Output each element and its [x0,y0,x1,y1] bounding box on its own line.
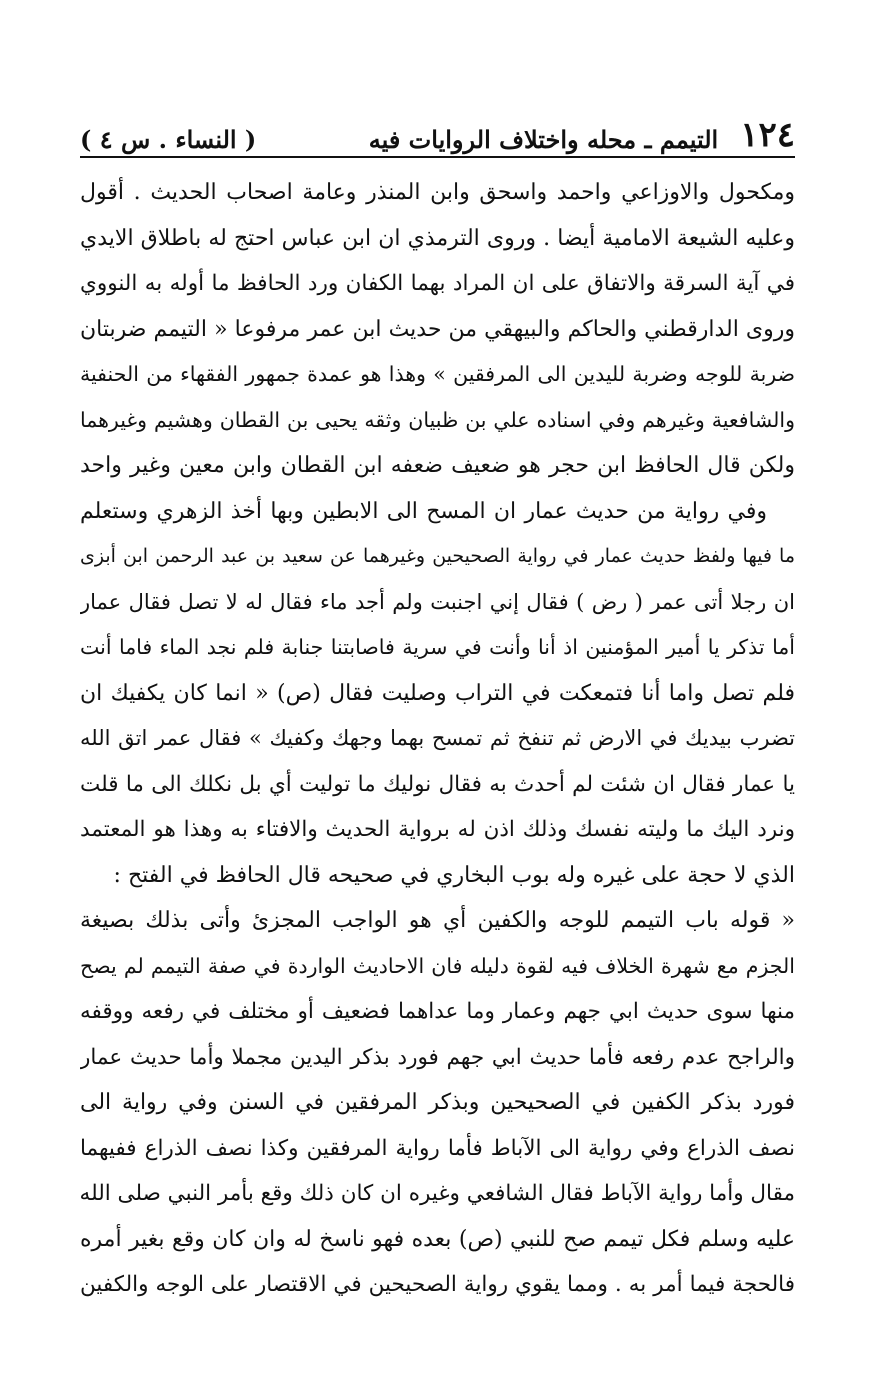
text-line: ما فيها ولفظ حديث عمار في رواية الصحيحين وغيرهما عن سعيد بن عبد الرحمن ابن أبزى [80,545,795,567]
text-line: ان رجلا أتى عمر ( رض ) فقال إني اجنبت ولم أجد ماء فقال له لا تصل فقال عمار [80,589,795,614]
text-line: في آية السرقة والاتفاق على ان المراد بهما الكفان ورد الحافظ ما أوله به النووي [80,271,795,296]
text-line: الذي لا حجة على غيره وله بوب البخاري في صحيحه قال الحافظ في الفتح : [113,862,795,888]
text-line: تضرب بيديك في الارض ثم تنفخ ثم تمسح بهما وجهك وكفيك » فقال عمر اتق الله [80,726,795,750]
text-line: وعليه الشيعة الامامية أيضا . وروى الترمذي ان ابن عباس احتج له باطلاق الايدي [80,225,795,251]
text-line: عليه وسلم فكل تيمم صح للنبي (ص) بعده فهو ناسخ له وان كان وقع بغير أمره [80,1226,795,1252]
text-line: وفي رواية من حديث عمار ان المسح الى الابطين وبها أخذ الزهري وستعلم [80,498,767,524]
text-line: « قوله باب التيمم للوجه والكفين أي هو الواجب المجزئ وأتى بذلك بصيغة [80,908,795,933]
page-number: ١٢٤ [740,115,795,155]
running-title: التيمم ـ محله واختلاف الروايات فيه [368,125,719,154]
header-rule [80,156,795,158]
text-line: وروى الدارقطني والحاكم والبيهقي من حديث ابن عمر مرفوعا « التيمم ضربتان [80,316,795,342]
text-line: الجزم مع شهرة الخلاف فيه لقوة دليله فان الاحاديث الواردة في صفة التيمم لم يصح [80,953,795,978]
text-line: ضربة للوجه وضربة لليدين الى المرفقين » وهذا هو عمدة جمهور الفقهاء من الحنفية [80,362,795,386]
text-line: والراجح عدم رفعه فأما حديث ابي جهم فورد بذكر اليدين مجملا وأما حديث عمار [80,1044,795,1070]
page-header [80,108,795,155]
text-line: أما تذكر يا أمير المؤمنين اذ أنا وأنت في سرية فاصابتنا جنابة فلم نجد الماء فاما أنت [80,635,795,659]
text-line: فلم تصل واما أنا فتمعكت في التراب وصليت فقال (ص) « انما كان يكفيك ان [80,680,795,706]
text-line: فالحجة فيما أمر به . ومما يقوي رواية الصحيحين في الاقتصار على الوجه والكفين [80,1272,795,1297]
text-line: مقال وأما رواية الآباط فقال الشافعي وغيره ان كان ذلك وقع بأمر النبي صلى الله [80,1181,795,1206]
text-line: فورد بذكر الكفين في الصحيحين وبذكر المرفقين في السنن وفي رواية الى [80,1090,795,1115]
text-line: نصف الذراع وفي رواية الى الآباط فأما رواية المرفقين وكذا نصف الذراع ففيهما [80,1135,795,1161]
text-line: منها سوى حديث ابي جهم وعمار وما عداهما فضعيف أو مختلف في رفعه ووقفه [80,999,795,1024]
text-line: ونرد اليك ما وليته نفسك وذلك اذن له برواية الحديث والافتاء به وهذا هو المعتمد [80,817,795,842]
text-line: يا عمار فقال ان شئت لم أحدث به فقال نوليك ما توليت أي بل نكلك الى ما قلت [80,771,795,797]
body-text [80,170,795,1308]
text-line: ولكن قال الحافظ ابن حجر هو ضعيف ضعفه ابن القطان وابن معين وغير واحد [80,453,795,478]
text-line: والشافعية وغيرهم وفي اسناده علي بن ظبيان وثقه يحيى بن القطان وهشيم وغيرهما [80,407,795,432]
text-line: ومكحول والاوزاعي واحمد واسحق وابن المنذر وعامة اصحاب الحديث . أقول [80,180,795,205]
chapter-reference: ( النساء . س ٤ ) [80,125,257,154]
